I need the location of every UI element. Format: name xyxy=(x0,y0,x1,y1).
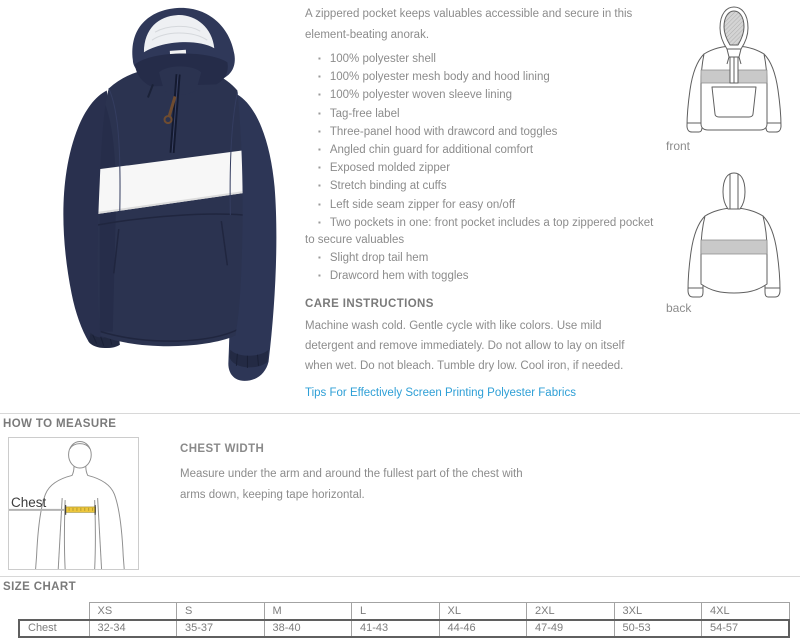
product-intro-text: A zippered pocket keeps valuables accessible and secure in this element-beating anorak. xyxy=(305,8,633,41)
size-column-header: S xyxy=(177,603,265,620)
section-divider xyxy=(0,576,800,577)
product-photo-anorak xyxy=(26,0,290,402)
feature-item: ▪ Left side seam zipper for easy on/off xyxy=(305,196,663,214)
size-column-header: M xyxy=(264,603,352,620)
back-view-diagram xyxy=(678,170,790,302)
front-view-diagram xyxy=(678,4,790,136)
size-chart-header-row xyxy=(19,603,789,620)
chest-value: 47-49 xyxy=(527,620,615,637)
size-chart-heading: SIZE CHART xyxy=(3,581,76,593)
care-instructions-heading: CARE INSTRUCTIONS xyxy=(305,297,434,310)
chest-value: 32-34 xyxy=(89,620,177,637)
chest-width-title: CHEST WIDTH xyxy=(180,443,265,455)
feature-item: ▪ Stretch binding at cuffs xyxy=(305,177,663,195)
chest-diagram-label: Chest xyxy=(11,495,47,510)
size-chart-chest-row xyxy=(19,620,789,637)
chest-value: 35-37 xyxy=(177,620,265,637)
anorak-photo-illustration xyxy=(26,0,290,402)
back-view-label: back xyxy=(666,301,692,315)
feature-item: ▪ Angled chin guard for additional comfort xyxy=(305,141,663,159)
measure-info xyxy=(180,443,560,506)
chest-row-label: Chest xyxy=(19,620,89,637)
feature-item: ▪ Exposed molded zipper xyxy=(305,159,663,177)
size-column-header: 4XL xyxy=(702,603,790,620)
size-column-header: XL xyxy=(439,603,527,620)
care-instructions-text: Machine wash cold. Gentle cycle with like colors. Use mild detergent and remove immediately. Do not allow to lay on itself when wet. Do not bleach. Tumble dry low. Cool iron, if needed. xyxy=(305,319,625,372)
feature-item: ▪ Slight drop tail hem xyxy=(305,249,663,267)
feature-list xyxy=(305,50,663,286)
size-chart-corner-cell xyxy=(19,603,89,620)
garment-view-diagrams xyxy=(660,0,800,330)
chest-value: 50-53 xyxy=(614,620,702,637)
feature-item: ▪ Tag-free label xyxy=(305,105,663,123)
chest-value: 44-46 xyxy=(439,620,527,637)
product-description xyxy=(305,0,663,400)
section-divider xyxy=(0,413,800,414)
feature-item: ▪ 100% polyester mesh body and hood lining xyxy=(305,68,663,86)
chest-value: 54-57 xyxy=(702,620,790,637)
how-to-measure-heading: HOW TO MEASURE xyxy=(3,418,117,430)
size-column-header: XS xyxy=(89,603,177,620)
feature-item: ▪ 100% polyester shell xyxy=(305,50,663,68)
chest-value: 38-40 xyxy=(264,620,352,637)
front-view-label: front xyxy=(666,139,691,153)
feature-item: ▪ Two pockets in one: front pocket includes a top zippered pocket to secure valuables xyxy=(305,214,663,249)
measure-diagram-box xyxy=(8,437,139,570)
feature-item: ▪ Drawcord hem with toggles xyxy=(305,267,663,285)
size-column-header: 2XL xyxy=(527,603,615,620)
feature-item: ▪ 100% polyester woven sleeve lining xyxy=(305,86,663,104)
size-column-header: 3XL xyxy=(614,603,702,620)
size-column-header: L xyxy=(352,603,440,620)
screen-printing-tips-link[interactable]: Tips For Effectively Screen Printing Polyester Fabrics xyxy=(305,386,576,399)
chest-value: 41-43 xyxy=(352,620,440,637)
chest-width-instructions: Measure under the arm and around the fullest part of the chest with arms down, keeping tape horizontal. xyxy=(180,468,523,501)
size-chart-table xyxy=(18,602,790,638)
feature-item: ▪ Three-panel hood with drawcord and toggles xyxy=(305,123,663,141)
